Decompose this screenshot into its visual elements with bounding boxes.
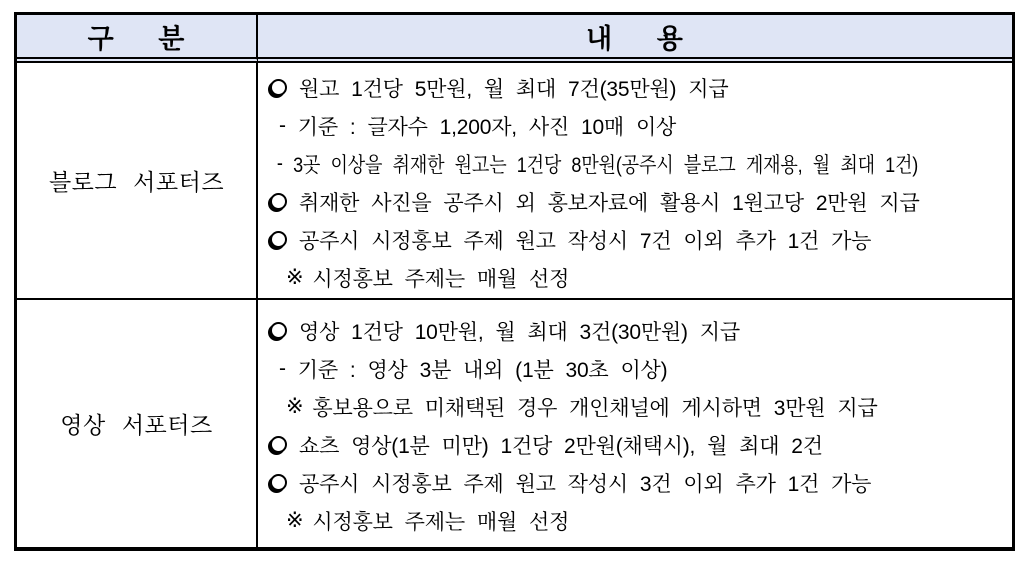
- row-content-video-supporters: [258, 300, 1012, 547]
- header-cell-category: [17, 15, 258, 63]
- content-line: 쇼츠 영상(1분 미만) 1건당 2만원(채택시), 월 최대 2건: [264, 426, 1008, 464]
- content-line: ※ 시정홍보 주제는 매월 선정: [286, 509, 570, 534]
- header-label-content: 내 용: [586, 23, 684, 54]
- circle-bullet-icon: [270, 436, 287, 453]
- header-label-category: 구 분: [87, 23, 186, 54]
- row-label-text: 영상 서포터즈: [60, 412, 213, 438]
- circle-bullet-icon: [270, 474, 287, 491]
- dash-marker: -: [279, 356, 286, 380]
- row-content-blog-supporters: [258, 63, 1012, 300]
- circle-bullet-icon: [270, 322, 287, 339]
- content-line: 취재한 사진을 공주시 외 홍보자료에 활용시 1원고당 2만원 지급: [264, 183, 1008, 221]
- dash-marker: -: [279, 113, 286, 137]
- content-line: - 기준 : 글자수 1,200자, 사진 10매 이상: [279, 113, 677, 139]
- reference-mark: ※: [286, 509, 304, 532]
- reference-mark: ※: [286, 266, 304, 289]
- circle-bullet-icon: [270, 79, 287, 96]
- row-label-blog-supporters: [17, 63, 258, 300]
- content-line: 공주시 시정홍보 주제 원고 작성시 7건 이외 추가 1건 가능: [264, 221, 1008, 259]
- content-line: ※ 홍보용으로 미채택된 경우 개인채널에 게시하면 3만원 지급: [286, 395, 878, 420]
- content-line: 공주시 시정홍보 주제 원고 작성시 3건 이외 추가 1건 가능: [264, 464, 1008, 502]
- content-line: - 3곳 이상을 취재한 원고는 1건당 8만원(공주시 블로그 게재용, 월 최대 1건): [276, 151, 919, 177]
- row-label-video-supporters: [17, 300, 258, 547]
- header-cell-content: [258, 15, 1012, 63]
- support-criteria-table: [14, 12, 1015, 551]
- circle-bullet-icon: [270, 231, 287, 248]
- content-line: 원고 1건당 5만원, 월 최대 7건(35만원) 지급: [264, 69, 1008, 107]
- content-line: - 기준 : 영상 3분 내외 (1분 30초 이상): [279, 356, 668, 382]
- row-label-text: 블로그 서포터즈: [48, 169, 225, 195]
- circle-bullet-icon: [270, 193, 287, 210]
- content-line: 영상 1건당 10만원, 월 최대 3건(30만원) 지급: [264, 312, 1008, 350]
- dash-marker: -: [276, 151, 283, 175]
- content-line: ※ 시정홍보 주제는 매월 선정: [286, 266, 570, 291]
- reference-mark: ※: [286, 395, 304, 418]
